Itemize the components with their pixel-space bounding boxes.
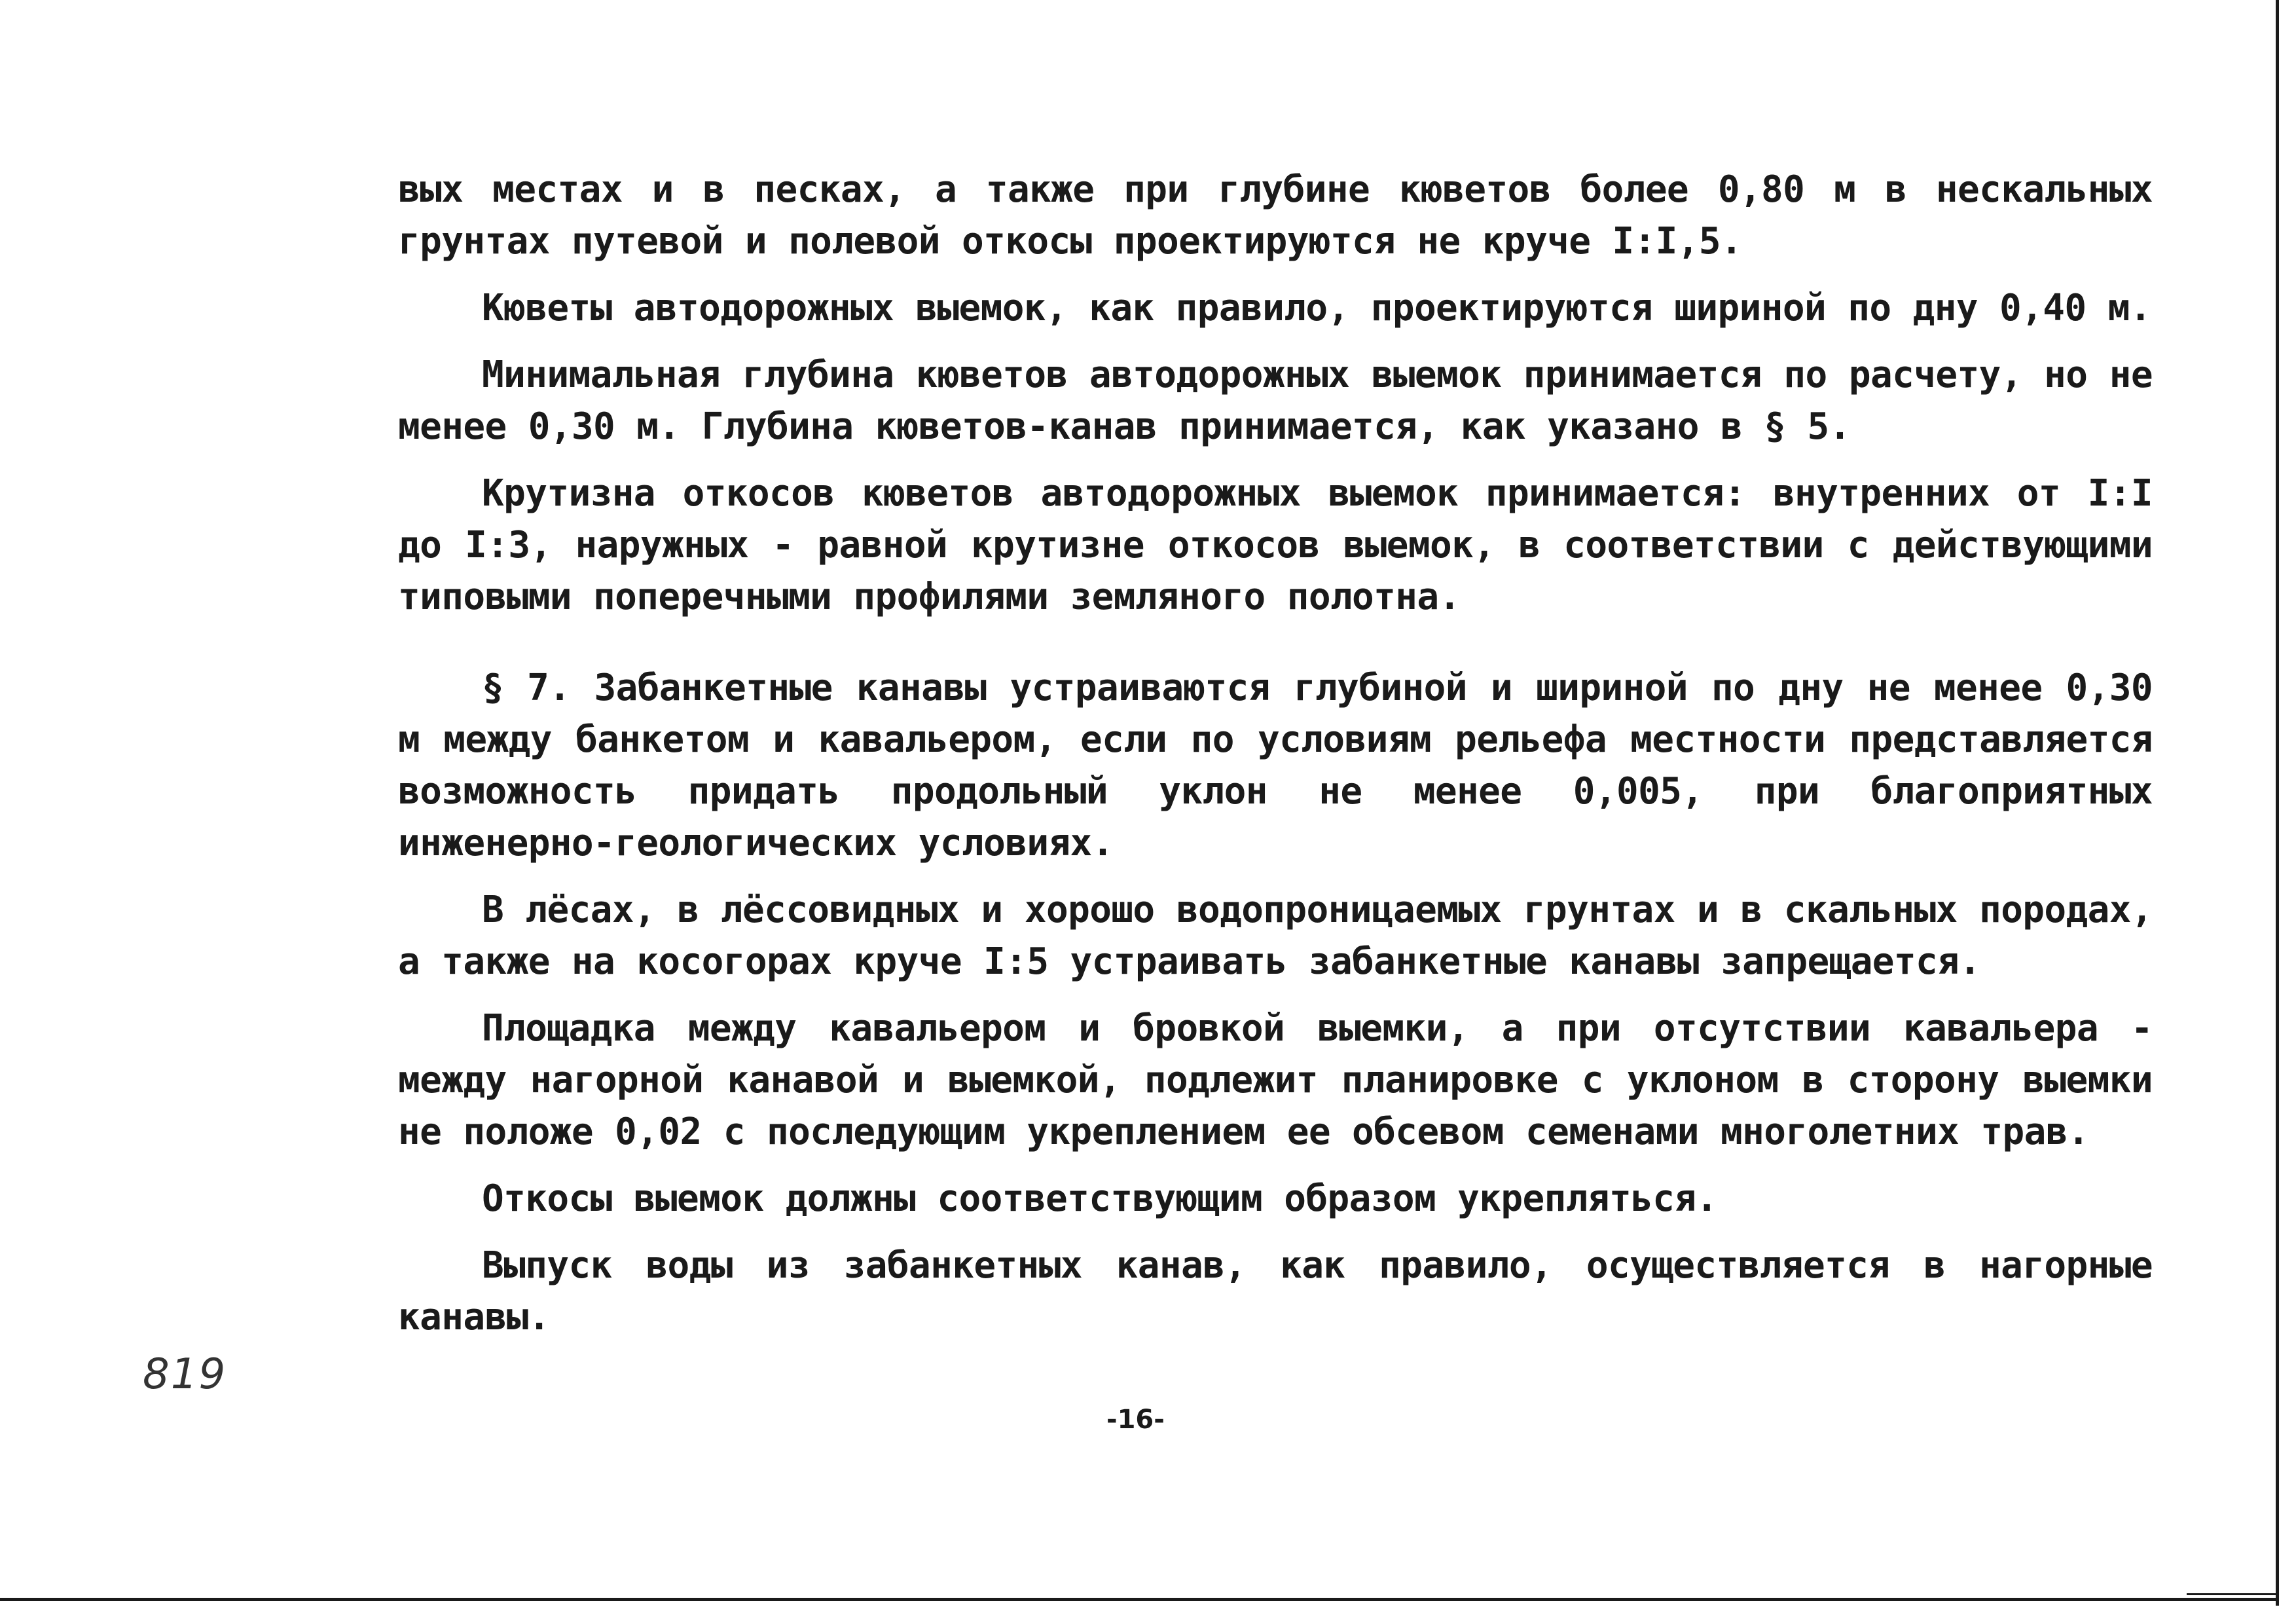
paragraph-section-7: § 7. Забанкетные канавы устраиваются глубиной и шириной по дну не менее 0,30 м между банкетом и кавальером, если по условиям рельефа местности представляется возможность придать продольный уклон не менее 0,005, при благоприятных инженерно-геологических условиях. bbox=[398, 667, 2153, 864]
handwritten-sheet-number: 819 bbox=[143, 1350, 227, 1399]
paragraph-continuation: вых местах и в песках, а также при глубине кюветов более 0,80 м в нескальных грунтах путевой и полевой откосы проектируются не круче I:I,5. bbox=[398, 168, 2153, 263]
paragraph-platform-grading: Площадка между кавальером и бровкой выемки, а при отсутствии кавальера - между нагорной канавой и выемкой, подлежит планировке с уклоном в сторону выемки не положе 0,02 с последующим укреплением ее обсевом семенами многолетних трав. bbox=[398, 1007, 2153, 1153]
paragraph-water-outlet: Выпуск воды из забанкетных канав, как правило, осуществляется в нагорные канавы. bbox=[398, 1244, 2153, 1338]
paragraph-ditch-depth: Минимальная глубина кюветов автодорожных выемок принимается по расчету, но не менее 0,30 м. Глубина кюветов-канав принимается, как указано в § 5. bbox=[398, 354, 2153, 448]
frame-border-right bbox=[2276, 0, 2279, 1606]
frame-border-bottom bbox=[0, 1598, 2279, 1601]
paragraph-slope-steepness: Крутизна откосов кюветов автодорожных выемок принимается: внутренних от I:I до I:3, наружных - равной крутизне откосов выемок, в соответствии с действующими типовыми поперечными профилями земляного полотна. bbox=[398, 472, 2153, 618]
body-text bbox=[398, 164, 2153, 1358]
page-number: -16- bbox=[1106, 1405, 1165, 1435]
frame-border-bottom-tick bbox=[2187, 1593, 2279, 1595]
paragraph-loess-prohibition: В лёсах, в лёссовидных и хорошо водопроницаемых грунтах и в скальных породах, а также на косогорах круче I:5 устраивать забанкетные канавы запрещается. bbox=[398, 889, 2153, 983]
paragraph-slope-reinforcement: Откосы выемок должны соответствующим образом укрепляться. bbox=[482, 1177, 1718, 1220]
paragraph-ditch-width: Кюветы автодорожных выемок, как правило, проектируются шириной по дну 0,40 м. bbox=[482, 287, 2151, 329]
